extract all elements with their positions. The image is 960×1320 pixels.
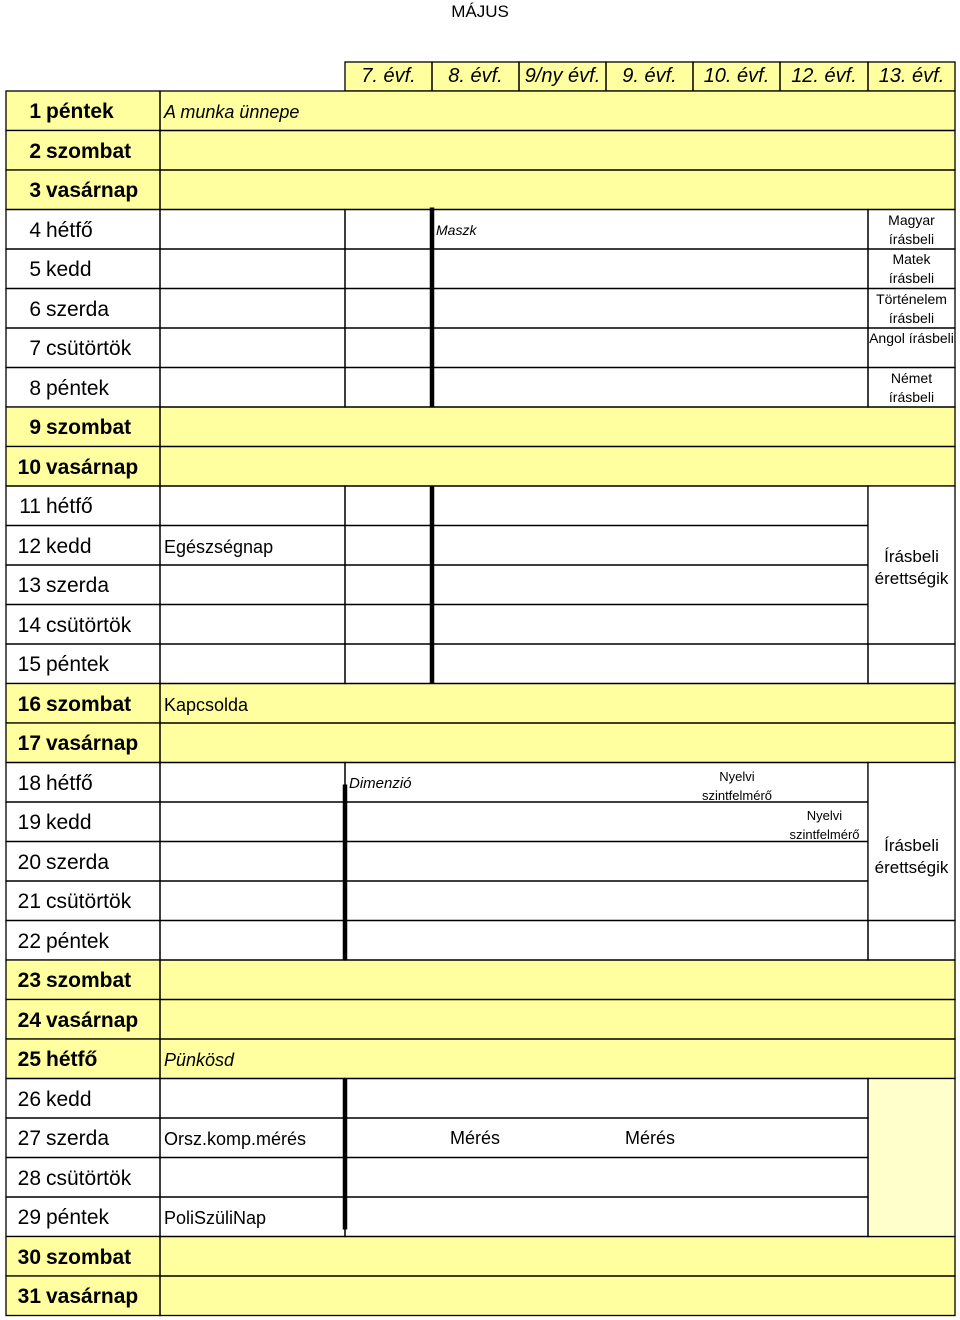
day-row-2-fill [6, 131, 955, 171]
day-event-27: Orsz.komp.mérés [164, 1129, 307, 1149]
event-cell [160, 486, 345, 526]
nyelvi-label-10evf: Nyelvi szintfelmérő [701, 768, 773, 803]
day-number-31: 31 [17, 1285, 41, 1308]
day-name-5: kedd [46, 258, 92, 281]
day-name-18: hétfő [46, 771, 93, 795]
nyelvi-label-12evf: Nyelvi szintfelmérő [789, 808, 860, 842]
exam-angol: Angol írásbeli [869, 330, 954, 346]
day-row-9-fill [6, 407, 955, 447]
event-cell [160, 842, 345, 882]
day-name-12: kedd [46, 534, 92, 558]
day-number-26: 26 [17, 1087, 41, 1111]
day-number-14: 14 [17, 613, 41, 637]
day-row-31-fill [6, 1276, 955, 1316]
day-name-19: kedd [46, 811, 92, 834]
page-title: MÁJUS [451, 2, 509, 21]
day-name-3: vasárnap [46, 179, 139, 202]
day-number-1: 1 [29, 100, 41, 123]
day-row-10-fill [6, 447, 955, 487]
column-header-2: 8. évf. [448, 65, 503, 87]
day-name-15: péntek [46, 653, 110, 676]
day-number-22: 22 [17, 929, 41, 953]
day-number-12: 12 [17, 534, 41, 558]
day-number-3: 3 [29, 179, 41, 202]
event-cell [160, 644, 345, 684]
column-header-6: 12. évf. [791, 65, 857, 87]
meres-label-9evf: Mérés [625, 1128, 676, 1148]
row-cell [868, 644, 955, 684]
day-number-15: 15 [17, 653, 41, 676]
day-event-25: Pünkösd [164, 1050, 235, 1070]
exam-nemet: Német írásbeli [888, 369, 935, 405]
day-name-23: szombat [46, 969, 132, 992]
day-name-10: vasárnap [46, 455, 139, 479]
column-header-5: 10. évf. [703, 65, 770, 87]
row-cell [345, 605, 868, 645]
day-number-16: 16 [17, 692, 41, 716]
event-cell [160, 368, 345, 408]
row-cell [345, 921, 868, 961]
event-cell [160, 249, 345, 289]
day-row-25-fill [6, 1039, 955, 1079]
day-name-30: szombat [46, 1245, 132, 1269]
day-number-17: 17 [17, 732, 41, 755]
day-row-17-fill [6, 723, 955, 763]
row-cell [345, 565, 868, 605]
day-name-9: szombat [46, 416, 132, 439]
day-event-1: A munka ünnepe [164, 102, 300, 122]
row-cell [345, 1158, 868, 1198]
event-cell [160, 802, 345, 842]
erettsegi-label-1: Írásbeli érettségik [874, 546, 949, 588]
day-number-23: 23 [17, 969, 41, 992]
column-header-1: 7. évf. [361, 65, 416, 87]
row-cell [345, 1079, 868, 1119]
row-cell [345, 249, 868, 289]
event-cell [160, 921, 345, 961]
event-cell [160, 565, 345, 605]
day-name-7: csütörtök [46, 337, 132, 360]
row-cell [345, 1197, 868, 1237]
row-cell [345, 842, 868, 882]
erettsegi-label-2: Írásbeli érettségik [874, 836, 949, 877]
row-cell [345, 644, 868, 684]
day-number-21: 21 [17, 890, 41, 913]
day-name-4: hétfő [46, 218, 93, 242]
day-number-29: 29 [17, 1206, 41, 1229]
day-row-16-fill [6, 684, 955, 724]
event-cell [160, 881, 345, 921]
day-name-17: vasárnap [46, 732, 139, 755]
day-name-21: csütörtök [46, 890, 132, 913]
day-number-11: 11 [19, 495, 41, 518]
day-number-5: 5 [29, 258, 41, 281]
row-cell [868, 921, 955, 961]
row-cell [345, 526, 868, 566]
row-cell [345, 763, 868, 803]
day-name-2: szombat [46, 139, 132, 163]
day-name-26: kedd [46, 1087, 92, 1111]
day-number-13: 13 [17, 574, 41, 597]
day-row-1-fill [6, 91, 955, 131]
day-name-16: szombat [46, 692, 132, 716]
day-number-19: 19 [17, 811, 41, 834]
exam-matek: Matek írásbeli [888, 251, 935, 286]
day-name-27: szerda [46, 1127, 110, 1150]
day-row-24-fill [6, 1000, 955, 1040]
day-name-8: péntek [46, 376, 110, 400]
day-event-16: Kapcsolda [164, 694, 249, 715]
day-name-28: csütörtök [46, 1166, 132, 1190]
day-number-4: 4 [29, 218, 41, 242]
event-cell [160, 328, 345, 368]
event-cell [160, 763, 345, 803]
day-name-24: vasárnap [46, 1008, 139, 1032]
day-name-20: szerda [46, 850, 110, 874]
day-event-12: Egészségnap [164, 536, 274, 557]
day-number-18: 18 [17, 771, 41, 795]
meres-label-8evf: Mérés [450, 1128, 501, 1148]
row-cell [345, 210, 868, 250]
row-cell [345, 486, 868, 526]
day-name-1: péntek [46, 100, 114, 123]
row-cell [345, 289, 868, 329]
day-name-14: csütörtök [46, 613, 132, 637]
exam-magyar: Magyar írásbeli [888, 211, 935, 247]
day-number-27: 27 [17, 1127, 41, 1150]
day-number-8: 8 [29, 376, 41, 400]
day-number-9: 9 [29, 416, 41, 439]
day-number-2: 2 [29, 139, 41, 163]
dimenzio-label: Dimenzió [349, 774, 412, 792]
day-number-20: 20 [17, 850, 41, 874]
day-row-3-fill [6, 170, 955, 210]
exam-tortenelem: Történelem írásbeli [876, 290, 947, 326]
event-cell [160, 210, 345, 250]
day-number-6: 6 [29, 297, 41, 321]
day-number-30: 30 [17, 1245, 41, 1269]
day-number-10: 10 [17, 455, 41, 479]
event-cell [160, 605, 345, 645]
day-number-28: 28 [17, 1166, 41, 1190]
event-cell [160, 289, 345, 329]
day-name-22: péntek [46, 929, 110, 953]
late-block [869, 1079, 955, 1237]
day-number-24: 24 [17, 1008, 41, 1032]
day-name-25: hétfő [46, 1048, 98, 1071]
day-name-11: hétfő [46, 495, 93, 518]
day-number-7: 7 [29, 337, 41, 360]
row-cell [345, 881, 868, 921]
day-name-31: vasárnap [46, 1285, 139, 1308]
column-header-3: 9/ny évf. [524, 65, 601, 87]
day-event-29: PoliSzüliNap [164, 1208, 267, 1228]
event-cell [160, 1158, 345, 1198]
column-header-7: 13. évf. [878, 65, 945, 87]
maszk-label: Maszk [436, 221, 477, 238]
row-cell [345, 1118, 868, 1158]
row-cell [345, 328, 868, 368]
day-number-25: 25 [17, 1048, 41, 1071]
day-name-13: szerda [46, 574, 110, 597]
day-row-30-fill [6, 1237, 955, 1277]
day-row-23-fill [6, 960, 955, 1000]
day-name-6: szerda [46, 297, 110, 321]
event-cell [160, 1079, 345, 1119]
row-cell [345, 368, 868, 408]
day-name-29: péntek [46, 1206, 110, 1229]
column-header-4: 9. évf. [622, 65, 677, 87]
